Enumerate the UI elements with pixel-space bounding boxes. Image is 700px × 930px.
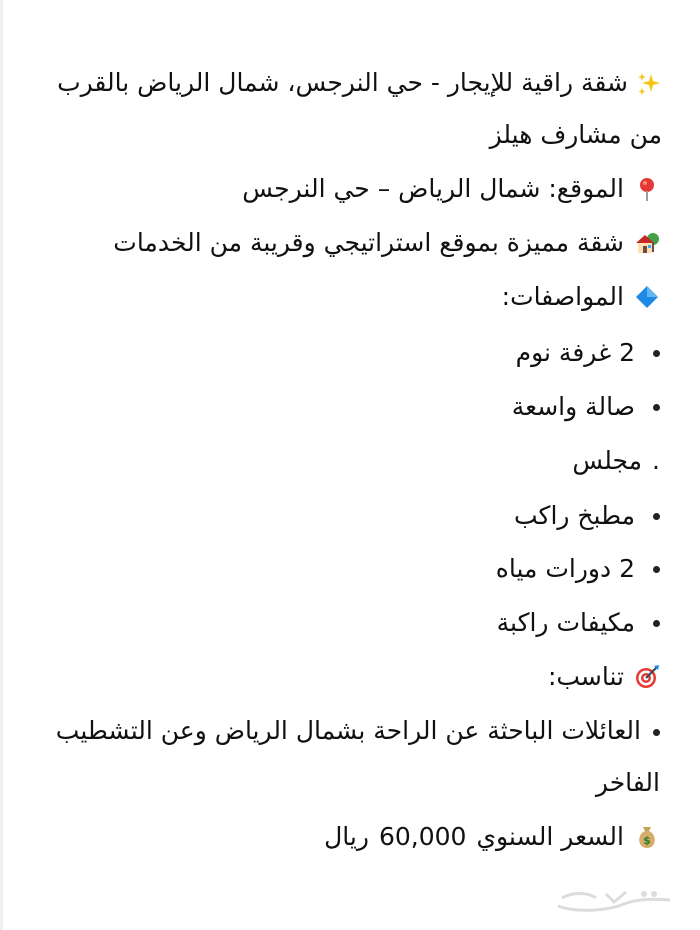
spec-item xyxy=(30,326,660,380)
location-text: الموقع: شمال الرياض – حي النرجس xyxy=(242,174,624,203)
spec-item-text: صالة واسعة xyxy=(511,392,635,421)
title-text: شقة راقية للإيجار - حي النرجس، شمال الرياض بالقرب من مشارف هيلز xyxy=(57,68,662,149)
specs-heading-line xyxy=(30,270,660,324)
spec-item-text: 2 دورات مياه xyxy=(495,554,635,583)
blue-diamond-icon xyxy=(634,284,660,310)
spec-item-text: مكيفات راكبة xyxy=(496,608,635,637)
bullet-icon xyxy=(653,729,660,736)
spec-item xyxy=(30,380,660,434)
target-icon xyxy=(634,664,660,690)
bullet-icon xyxy=(653,566,660,573)
bullet-icon xyxy=(653,513,660,520)
house-icon xyxy=(634,230,660,256)
location-line xyxy=(30,162,660,216)
period-marker: . xyxy=(652,446,660,475)
feature-line xyxy=(30,216,660,270)
suits-item-text: العائلات الباحثة عن الراحة بشمال الرياض وعن التشطيب الفاخر xyxy=(55,716,660,797)
money-bag-icon xyxy=(634,824,660,850)
pin-icon xyxy=(634,176,660,202)
spec-item-text: مجلس xyxy=(572,446,643,475)
suits-heading-line xyxy=(30,650,660,704)
watermark-logo xyxy=(554,886,674,914)
feature-text: شقة مميزة بموقع استراتيجي وقريبة من الخدمات xyxy=(113,228,624,257)
spec-item-text: مطبخ راكب xyxy=(514,501,635,530)
spec-item xyxy=(30,542,660,596)
suits-item xyxy=(45,705,660,809)
bullet-icon xyxy=(653,404,660,411)
price-label: السعر السنوي xyxy=(476,822,624,851)
bullet-icon xyxy=(653,350,660,357)
price-line xyxy=(30,810,660,864)
title-line xyxy=(32,57,662,161)
bullet-icon xyxy=(653,620,660,627)
price-value: 60,000 xyxy=(378,822,467,851)
spec-item-text: 2 غرفة نوم xyxy=(515,338,635,367)
sparkles-icon xyxy=(636,71,662,97)
specs-heading: المواصفات: xyxy=(501,282,624,311)
spec-item xyxy=(30,489,660,543)
spec-item xyxy=(30,434,660,488)
price-currency: ريال xyxy=(324,822,369,851)
suits-heading: تناسب: xyxy=(547,662,624,691)
spec-item xyxy=(30,596,660,650)
svg-text:$: $ xyxy=(643,834,651,847)
